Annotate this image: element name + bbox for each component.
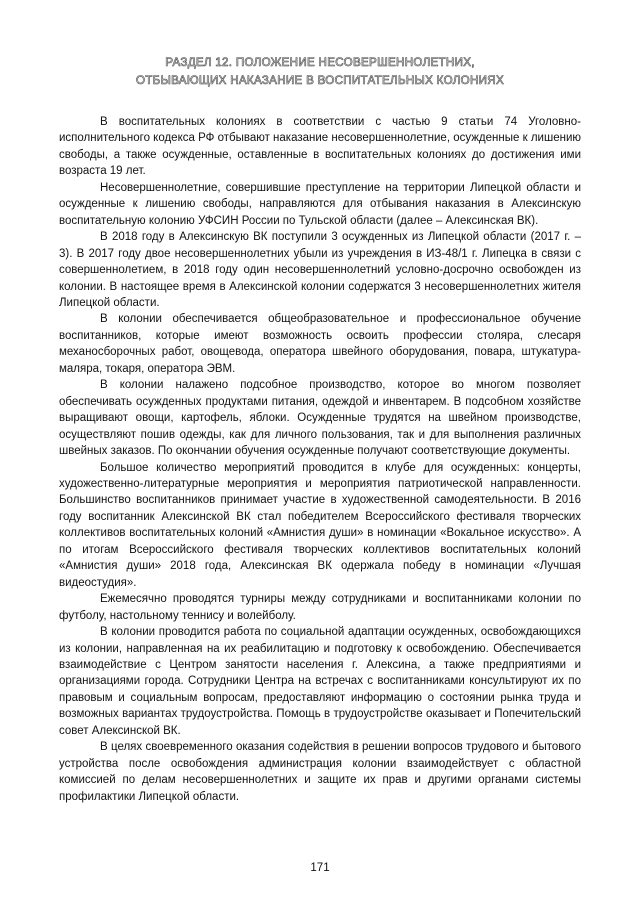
paragraph: В целях своевременного оказания содействия в решении вопросов трудового и бытового устройства после освобождения администрация колонии взаимодействует с областной комиссией по делам несовершеннолетних и защите их прав и другими органами системы профилактики Липецкой области. [59,741,581,803]
page-number: 171 [310,862,330,874]
paragraph: Несовершеннолетние, совершившие преступление на территории Липецкой области и осужденные к лишению свободы, направляются для отбывания наказания в Алексинскую воспитательную колонию УФСИН России по Тульской области (далее – Алексинская ВК). [59,181,581,227]
section-heading-line-2: ОТБЫВАЮЩИХ НАКАЗАНИЕ В ВОСПИТАТЕЛЬНЫХ КОЛОНИЯХ [135,74,505,87]
section-heading-line-1: РАЗДЕЛ 12. ПОЛОЖЕНИЕ НЕСОВЕРШЕННОЛЕТНИХ, [165,56,475,69]
paragraph: В колонии обеспечивается общеобразовательное и профессиональное обучение воспитанников, которые имеют возможность освоить профессии столяра, слесаря механосборочных работ, овощевода, оператора швейного оборудования, повара, штукатура-маляра, токаря, оператора ЭВМ. [59,313,581,375]
paragraph: В колонии проводится работа по социальной адаптации осужденных, освобождающихся из колонии, направленная на их реабилитацию и подготовку к освобождению. Обеспечивается взаимодействие с Центром занятости населения г. Алексина, а также предприятиями и организациями города. Сотрудники Центра на встречах с воспитанниками консультируют их по правовым и социальным вопросам, предоставляют информацию о состоянии рынка труда и возможных вариантах трудоустройства. Помощь в трудоустройстве оказывает и Попечительский совет Алексинской ВК. [59,626,581,737]
paragraph: Большое количество мероприятий проводится в клубе для осужденных: концерты, художественно-литературные мероприятия и мероприятия патриотической направленности. Большинство воспитанников принимает участие в художественной самодеятельности. В 2016 году воспитанник Алексинской ВК стал победителем Всероссийского фестиваля творческих коллективов воспитательных колоний «Амнистия души» в номинации «Вокальное искусство». А по итогам Всероссийского фестиваля творческих коллективов воспитательных колоний «Амнистия души» 2018 года, Алексинская ВК одержала победу в номинации «Лучшая видеостудия». [59,461,581,589]
paragraph: В колонии налажено подсобное производство, которое во многом позволяет обеспечивать осужденных продуктами питания, одеждой и инвентарем. В подсобном хозяйстве выращивают овощи, картофель, яблоки. Осужденные трудятся на швейном производстве, осуществляют пошив одежды, как для личного пользования, так и для выполнения различных швейных заказов. По окончании обучения осужденные получают соответствующие документы. [59,379,581,458]
paragraph: В 2018 году в Алексинскую ВК поступили 3 осужденных из Липецкой области (2017 г. – 3). В 2017 году двое несовершеннолетних убыли из учреждения в ИЗ-48/1 г. Липецка в связи с совершеннолетием, в 2018 году один несовершеннолетний условно-досрочно освобожден из колонии. В настоящее время в Алексинской колонии содержатся 3 несовершеннолетних жителя Липецкой области. [59,231,581,309]
paragraph: В воспитательных колониях в соответствии с частью 9 статьи 74 Уголовно-исполнительного кодекса РФ отбывают наказание несовершеннолетние, осужденные к лишению свободы, а также осужденные, оставленные в воспитательных колониях до достижения ими возраста 19 лет. [59,116,581,178]
document-page [59,54,581,805]
section-heading [59,54,581,90]
paragraph: Ежемесячно проводятся турниры между сотрудниками и воспитанниками колонии по футболу, настольному теннису и волейболу. [59,593,581,622]
body-text [59,114,581,805]
